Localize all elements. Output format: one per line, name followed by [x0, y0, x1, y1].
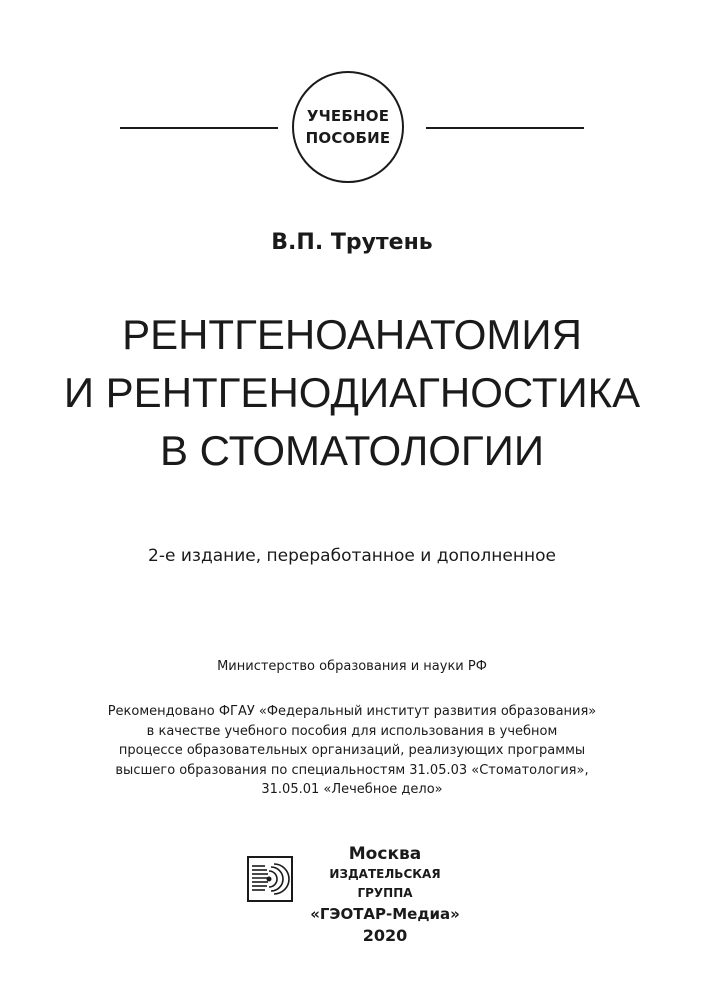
textbook-badge [292, 71, 404, 183]
edition-note: 2-е издание, переработанное и дополненное [148, 546, 556, 566]
author-name: В.П. Трутень [271, 230, 433, 255]
decorative-rule-right [426, 127, 584, 129]
publisher-logo-graphic [249, 858, 291, 900]
publisher-city: Москва [348, 844, 422, 864]
recommendation-line-5: 31.05.01 «Лечебное дело» [261, 782, 443, 797]
title-line-2: И РЕНТГЕНОДИАГНОСТИКА [63, 369, 641, 416]
recommendation-line-3: процессе образовательных организаций, реализующих программы [118, 743, 586, 758]
recommendation-line-2: в качестве учебного пособия для использования в учебном [146, 723, 558, 739]
recommendation-line-1: Рекомендовано ФГАУ «Федеральный институт развития образования» [107, 704, 597, 719]
book-title [0, 306, 704, 480]
ministry-line: Министерство образования и науки РФ [217, 659, 487, 674]
badge-line-1: УЧЕБНОЕ [306, 107, 390, 125]
publisher-group: ИЗДАТЕЛЬСКАЯ ГРУППА [329, 867, 441, 900]
title-line-1: РЕНТГЕНОАНАТОМИЯ [122, 311, 582, 358]
publisher-imprint [300, 843, 470, 946]
publication-year: 2020 [362, 926, 408, 945]
publisher-logo-icon [247, 856, 293, 902]
title-line-3: В СТОМАТОЛОГИИ [159, 427, 545, 474]
badge-line-2: ПОСОБИЕ [305, 129, 391, 147]
publisher-name: «ГЭОТАР-Медиа» [310, 905, 460, 923]
decorative-rule-left [120, 127, 278, 129]
recommendation-text [0, 702, 704, 800]
recommendation-line-4: высшего образования по специальностям 31.05.03 «Стоматология», [115, 762, 589, 778]
